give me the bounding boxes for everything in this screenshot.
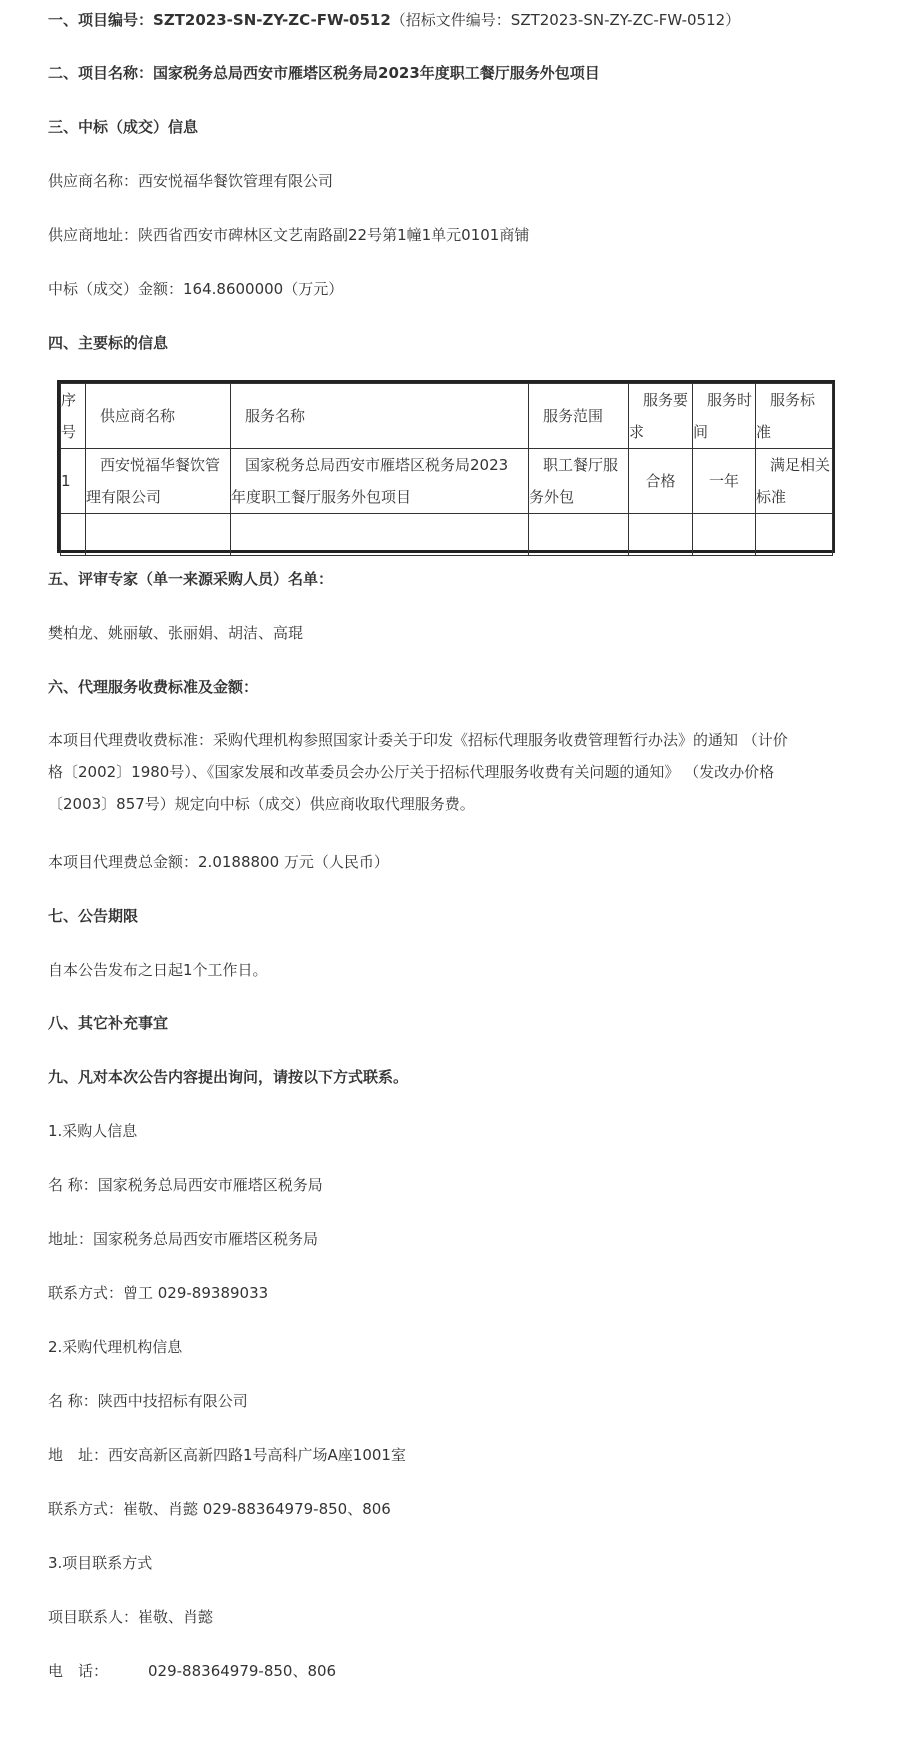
section-contact-heading: 九、凡对本次公告内容提出询问，请按以下方式联系。 — [48, 1068, 409, 1086]
agency-fee-standard: 本项目代理费收费标准：采购代理机构参照国家计委关于印发《招标代理服务收费管理暂行办法》的通知 （计价 格〔2002〕1980号）、《国家发展和改革委员会办公厅关于招标代理服务收费有关问题的通知》 （发改办价格 〔2003〕857号）规定向中标（成交）供应商收取代理服务费。 — [48, 731, 788, 813]
award-amount: 中标（成交）金额：164.8600000（万元） — [48, 280, 344, 298]
main-subject-table — [57, 380, 835, 553]
table-row — [61, 449, 833, 514]
purchaser-address: 地址：国家税务总局西安市雁塔区税务局 — [48, 1230, 319, 1248]
section-project-number — [48, 10, 740, 30]
project-contact-title: 3.项目联系方式 — [48, 1554, 153, 1572]
header-service-requirement: 服务要 求 — [629, 384, 693, 449]
phone-label: 电 话： — [48, 1662, 109, 1680]
purchaser-name: 名 称：国家税务总局西安市雁塔区税务局 — [48, 1176, 323, 1194]
header-supplier: 供应商名称 — [86, 384, 231, 449]
header-service-name: 服务名称 — [231, 384, 529, 449]
section-other-matters-heading: 八、其它补充事宜 — [48, 1014, 169, 1032]
notice-period-text: 自本公告发布之日起1个工作日。 — [48, 961, 268, 979]
section-main-subject-heading: 四、主要标的信息 — [48, 334, 169, 352]
header-service-scope: 服务范围 — [529, 384, 629, 449]
agency-fee-total: 本项目代理费总金额：2.0188800 万元（人民币） — [48, 853, 389, 871]
agency-info-title: 2.采购代理机构信息 — [48, 1338, 183, 1356]
cell-service-requirement: 合格 — [629, 449, 693, 514]
tender-doc-number-note: （招标文件编号：SZT2023-SN-ZY-ZC-FW-0512） — [390, 11, 741, 29]
agency-name: 名 称：陕西中技招标有限公司 — [48, 1392, 248, 1410]
agency-address: 地 址：西安高新区高新四路1号高科广场A座1001室 — [48, 1446, 406, 1464]
section-project-name — [48, 63, 600, 83]
project-contact-person: 项目联系人：崔敬、肖懿 — [48, 1608, 214, 1626]
section-notice-period-heading: 七、公告期限 — [48, 907, 139, 925]
section-award-info-heading: 三、中标（成交）信息 — [48, 118, 199, 136]
project-name-value: 国家税务总局西安市雁塔区税务局2023年度职工餐厅服务外包项目 — [153, 64, 600, 82]
table-row-empty — [61, 514, 833, 556]
project-number-label: 一、项目编号： — [48, 11, 154, 29]
supplier-name: 供应商名称：西安悦福华餐饮管理有限公司 — [48, 172, 334, 190]
header-service-time: 服务时 间 — [693, 384, 756, 449]
project-name-label: 二、项目名称： — [48, 64, 154, 82]
cell-service-time: 一年 — [693, 449, 756, 514]
cell-service-standard: 满足相关 标准 — [756, 449, 833, 514]
header-seq: 序 号 — [61, 384, 86, 449]
cell-service-scope: 职工餐厅服 务外包 — [529, 449, 629, 514]
project-contact-phone — [48, 1661, 336, 1681]
header-service-standard: 服务标 准 — [756, 384, 833, 449]
supplier-address: 供应商地址：陕西省西安市碑林区文艺南路副22号第1幢1单元0101商铺 — [48, 226, 530, 244]
purchaser-info-title: 1.采购人信息 — [48, 1122, 138, 1140]
cell-supplier: 西安悦福华餐饮管 理有限公司 — [86, 449, 231, 514]
phone-value: 029-88364979-850、806 — [148, 1662, 337, 1680]
section-experts-heading: 五、评审专家（单一来源采购人员）名单： — [48, 570, 334, 588]
cell-service-name: 国家税务总局西安市雁塔区税务局2023 年度职工餐厅服务外包项目 — [231, 449, 529, 514]
agency-contact: 联系方式：崔敬、肖懿 029-88364979-850、806 — [48, 1500, 391, 1518]
experts-list: 樊柏龙、姚丽敏、张丽娟、胡洁、高琨 — [48, 624, 304, 642]
cell-seq: 1 — [61, 449, 86, 514]
table-header-row — [61, 384, 833, 449]
project-number-value: SZT2023-SN-ZY-ZC-FW-0512 — [153, 11, 391, 29]
purchaser-contact: 联系方式：曾工 029-89389033 — [48, 1284, 269, 1302]
section-agency-fee-heading: 六、代理服务收费标准及金额： — [48, 678, 259, 696]
